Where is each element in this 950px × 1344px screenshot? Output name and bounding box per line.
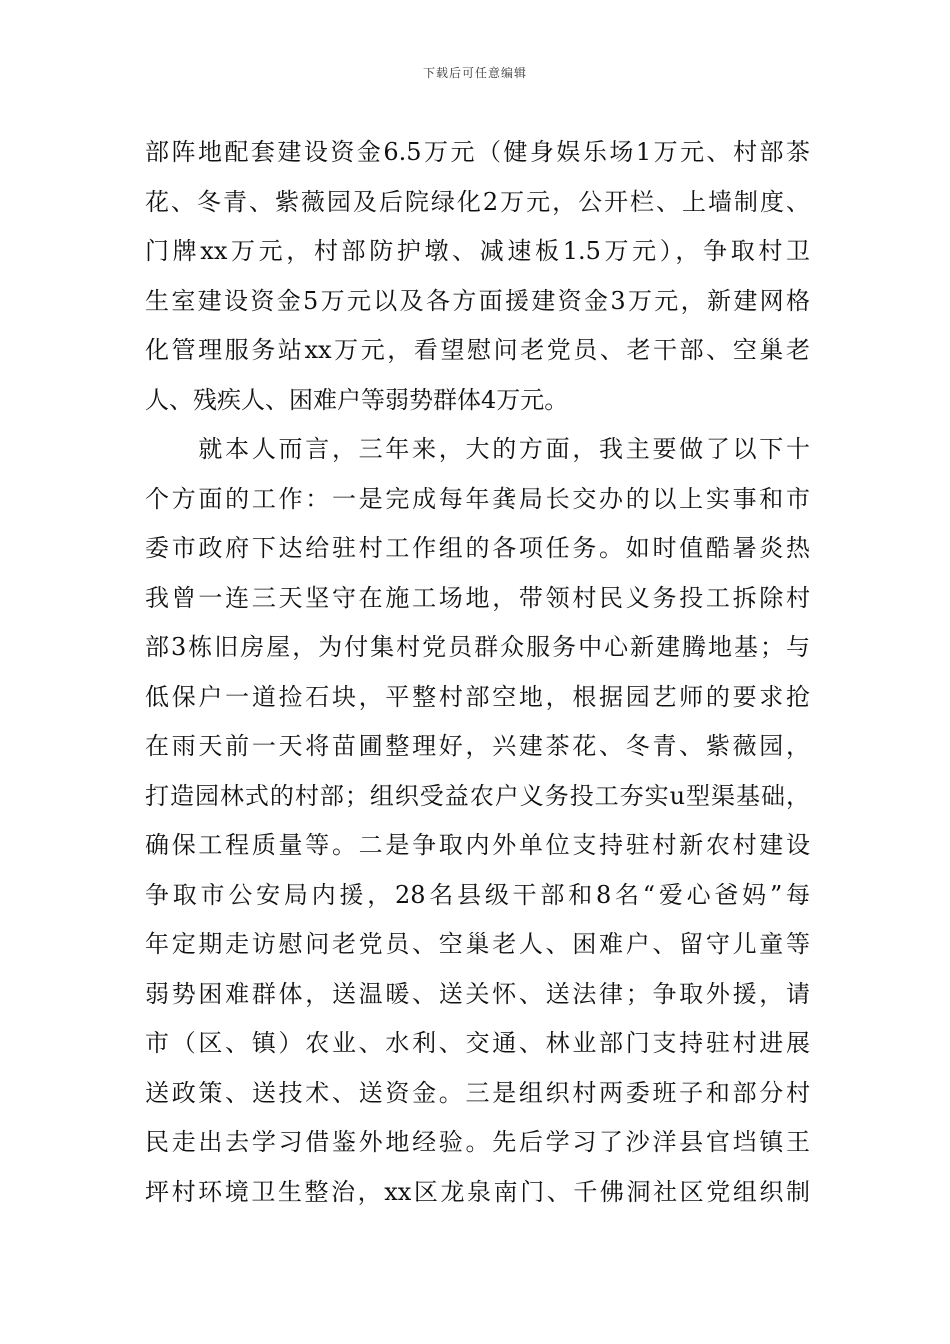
text-line: 弱势困难群体，送温暖、送关怀、送法律；争取外援，请 [145, 979, 810, 1008]
text-line: 市（区、镇）农业、水利、交通、林业部门支持驻村进展 [145, 1029, 810, 1057]
text-line: 部阵地配套建设资金6.5万元（健身娱乐场1万元、村部茶 [145, 138, 810, 166]
text-line: 门牌xx万元，村部防护墩、减速板1.5万元），争取村卫 [145, 237, 810, 265]
text-line: 在雨天前一天将苗圃整理好，兴建茶花、冬青、紫薇园， [145, 732, 810, 760]
text-line: 低保户一道捡石块，平整村部空地，根据园艺师的要求抢 [145, 682, 810, 711]
paragraph-2 [145, 425, 810, 1217]
page-header: 下载后可任意编辑 [422, 66, 527, 80]
text-line: 坪村环境卫生整治，xx区龙泉南门、千佛洞社区党组织制 [145, 1177, 810, 1206]
text-line: 委市政府下达给驻村工作组的各项任务。如时值酷暑炎热 [145, 534, 810, 562]
paragraph-1 [145, 128, 810, 425]
text-line: 送政策、送技术、送资金。三是组织村两委班子和部分村 [145, 1078, 810, 1107]
text-line: 部3栋旧房屋，为付集村党员群众服务中心新建腾地基；与 [145, 633, 810, 661]
text-line: 年定期走访慰问老党员、空巢老人、困难户、留守儿童等 [145, 930, 810, 958]
text-line: 确保工程质量等。二是争取内外单位支持驻村新农村建设 [145, 831, 810, 859]
text-line: 个方面的工作：一是完成每年龚局长交办的以上实事和市 [145, 484, 810, 513]
text-line: 就本人而言，三年来，大的方面，我主要做了以下十 [145, 435, 810, 463]
text-line: 打造园林式的村部；组织受益农户义务投工夯实u型渠基础， [145, 781, 810, 810]
text-line: 化管理服务站xx万元，看望慰问老党员、老干部、空巢老 [145, 336, 810, 364]
text-line: 争取市公安局内援，28名县级干部和8名“爱心爸妈”每 [145, 880, 810, 909]
text-line: 生室建设资金5万元以及各方面援建资金3万元，新建网格 [145, 286, 810, 315]
text-line: 我曾一连三天坚守在施工场地，带领村民义务投工拆除村 [145, 583, 810, 612]
text-line: 民走出去学习借鉴外地经验。先后学习了沙洋县官垱镇王 [145, 1128, 810, 1156]
text-line: 人、残疾人、困难户等弱势群体4万元。 [145, 385, 569, 414]
text-line: 花、冬青、紫薇园及后院绿化2万元，公开栏、上墙制度、 [145, 187, 810, 216]
